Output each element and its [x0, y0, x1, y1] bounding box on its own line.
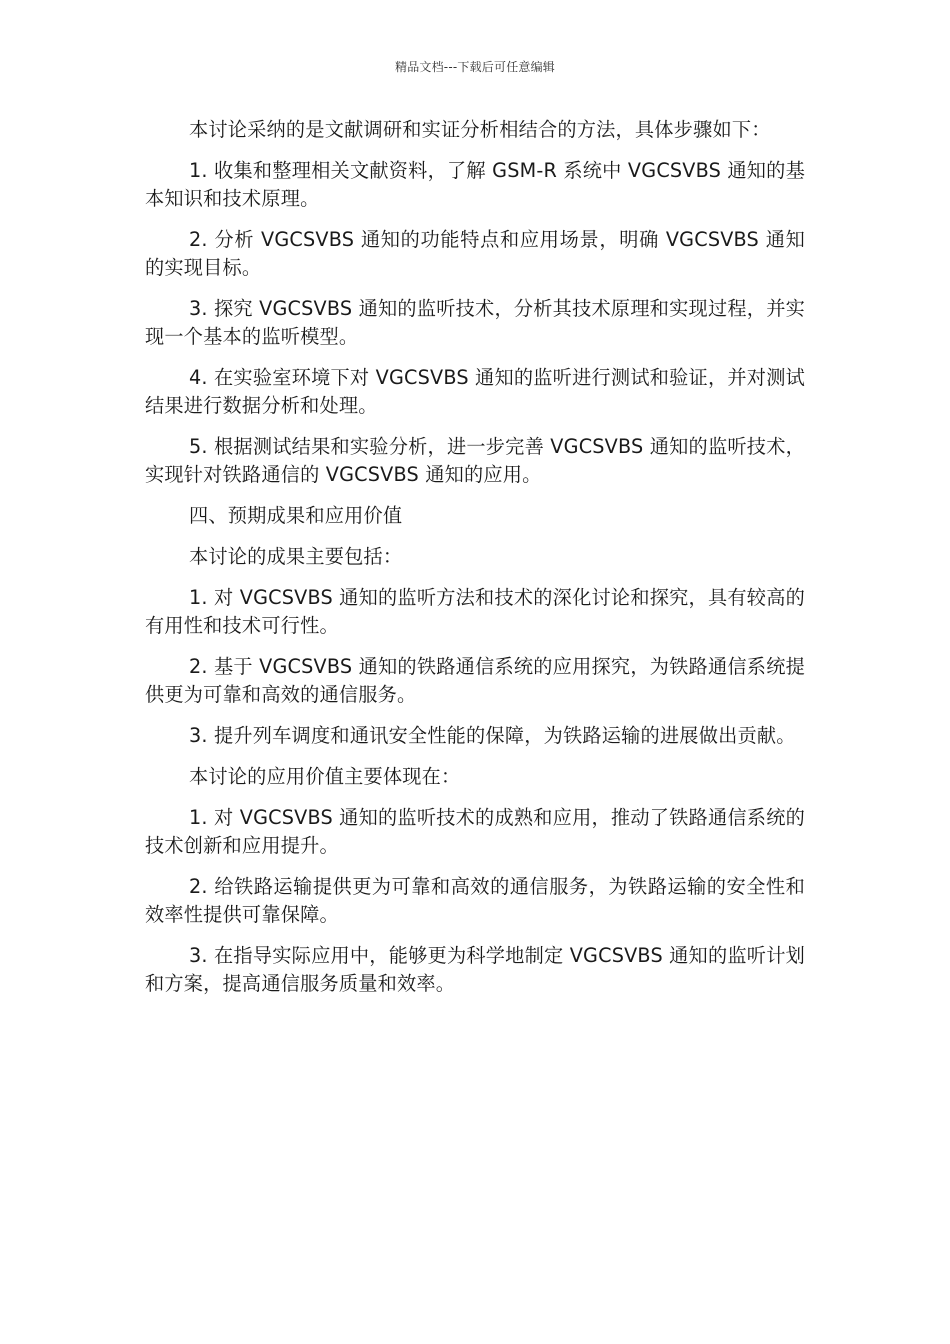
paragraph-result-1: 1. 对 VGCSVBS 通知的监听方法和技术的深化讨论和探究，具有较高的有用性和技术可行性。 [145, 586, 805, 637]
paragraph-method-intro: 本讨论采纳的是文献调研和实证分析相结合的方法，具体步骤如下： [189, 118, 771, 141]
paragraph-step-4: 4. 在实验室环境下对 VGCSVBS 通知的监听进行测试和验证，并对测试结果进行数据分析和处理。 [145, 366, 805, 417]
paragraph-value-1: 1. 对 VGCSVBS 通知的监听技术的成熟和应用，推动了铁路通信系统的技术创新和应用提升。 [145, 806, 805, 857]
paragraph-step-2: 2. 分析 VGCSVBS 通知的功能特点和应用场景，明确 VGCSVBS 通知的实现目标。 [145, 228, 805, 279]
paragraph-step-1: 1. 收集和整理相关文献资料，了解 GSM-R 系统中 VGCSVBS 通知的基本知识和技术原理。 [145, 159, 805, 210]
paragraph-result-2: 2. 基于 VGCSVBS 通知的铁路通信系统的应用探究，为铁路通信系统提供更为可靠和高效的通信服务。 [145, 655, 805, 706]
section-heading-expected-results: 四、预期成果和应用价值 [189, 504, 403, 527]
paragraph-results-intro: 本讨论的成果主要包括： [189, 545, 403, 568]
paragraph-result-3: 3. 提升列车调度和通讯安全性能的保障，为铁路运输的进展做出贡献。 [189, 724, 796, 747]
paragraph-step-5: 5. 根据测试结果和实验分析，进一步完善 VGCSVBS 通知的监听技术，实现针对铁路通信的 VGCSVBS 通知的应用。 [145, 435, 805, 486]
paragraph-value-intro: 本讨论的应用价值主要体现在： [189, 765, 461, 788]
paragraph-value-2: 2. 给铁路运输提供更为可靠和高效的通信服务，为铁路运输的安全性和效率性提供可靠保障。 [145, 875, 805, 926]
document-body [145, 116, 805, 1011]
paragraph-value-3: 3. 在指导实际应用中，能够更为科学地制定 VGCSVBS 通知的监听计划和方案，提高通信服务质量和效率。 [145, 944, 805, 995]
paragraph-step-3: 3. 探究 VGCSVBS 通知的监听技术，分析其技术原理和实现过程，并实现一个基本的监听模型。 [145, 297, 805, 348]
page-header: 精品文档---下载后可任意编辑 [395, 60, 555, 74]
